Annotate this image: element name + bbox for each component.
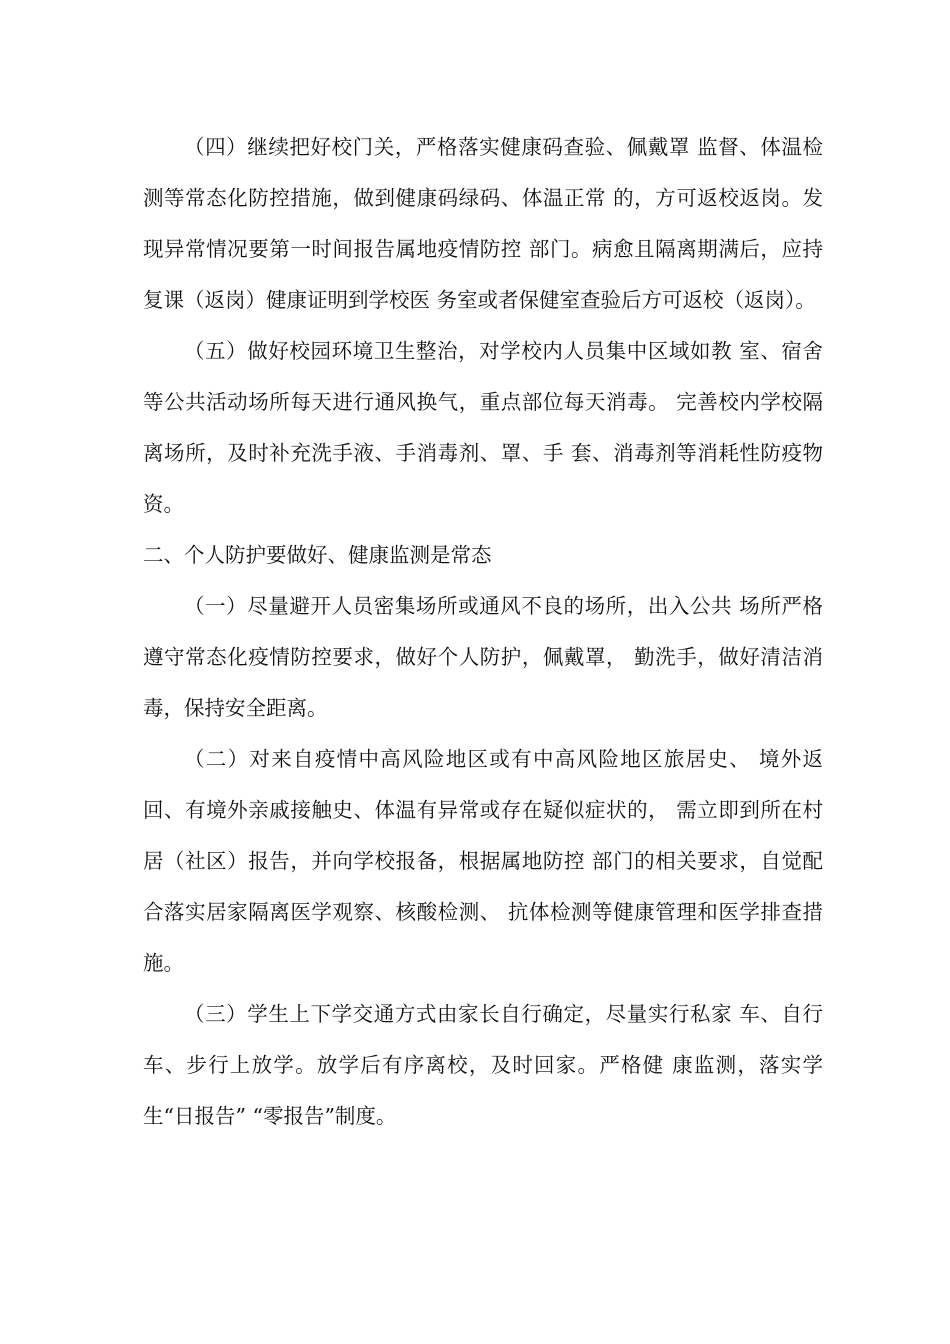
section-heading-personal-protection: 二、个人防护要做好、健康监测是常态 xyxy=(143,543,492,567)
paragraph-commute-monitoring: （三）学生上下学交通方式由家长自行确定，尽量实行私家 车、自行车、步行上放学。放学后有序离校，及时回家。严格健 康监测，落实学生“日报告” “零报告”制度。 xyxy=(143,1002,823,1128)
document-body xyxy=(143,122,823,1142)
paragraph-school-gate: （四）继续把好校门关，严格落实健康码查验、佩戴罩 监督、体温检测等常态化防控措施，做到健康码绿码、体温正常 的，方可返校返岗。发现异常情况要第一时间报告属地疫情防控 部门。病愈且隔离期满后，应持复课（返岗）健康证明到学校医 务室或者保健室查验后方可返校（返岗）。 xyxy=(143,135,823,312)
paragraph-avoid-crowds: （一）尽量避开人员密集场所或通风不良的场所，出入公共 场所严格遵守常态化疫情防控要求，做好个人防护，佩戴罩， 勤洗手，做好清洁消毒，保持安全距离。 xyxy=(143,594,823,720)
paragraph-risk-area-reporting: （二）对来自疫情中高风险地区或有中高风险地区旅居史、 境外返回、有境外亲戚接触史、体温有异常或存在疑似症状的， 需立即到所在村居（社区）报告，并向学校报备，根据属地防控 部门的相关要求，自觉配合落实居家隔离医学观察、核酸检测、 抗体检测等健康管理和医学排查措施。 xyxy=(143,747,823,975)
paragraph-campus-hygiene: （五）做好校园环境卫生整治，对学校内人员集中区域如教 室、宿舍等公共活动场所每天进行通风换气，重点部位每天消毒。 完善校内学校隔离场所，及时补充洗手液、手消毒剂、罩、手 套、消毒剂等消耗性防疫物资。 xyxy=(143,339,823,516)
